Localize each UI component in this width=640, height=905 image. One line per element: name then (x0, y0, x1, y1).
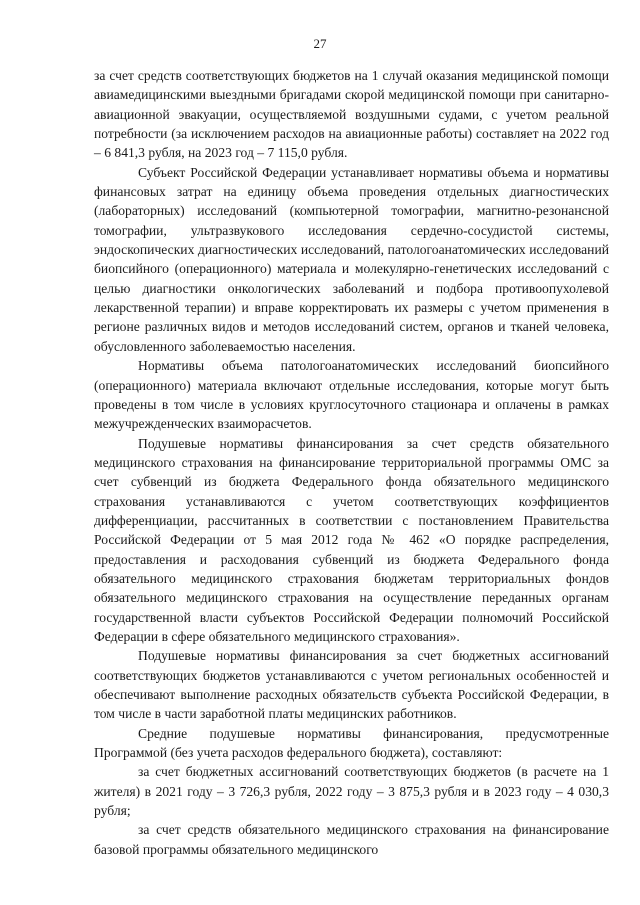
paragraph: за счет бюджетных ассигнований соответствующих бюджетов (в расчете на 1 жителя) в 2021 году – 3 726,3 рубля, 2022 году – 3 875,3 рубля и в 2023 году – 4 030,3 рубля; (94, 764, 609, 819)
paragraph: Субъект Российской Федерации устанавливает нормативы объема и нормативы финансовых затрат на единицу объема проведения отдельных диагностических (лабораторных) исследований (компьютерной томографии, магнитно-резонансной томографии, ультразвукового исследования сердечно-сосудистой системы, эндоскопических диагностических исследований, патологоанатомических исследований биопсийного (операционного) материала и молекулярно-генетических исследований с целью диагностики онкологических заболеваний и подбора противоопухолевой лекарственной терапии) и вправе корректировать их размеры с учетом применения в регионе различных видов и методов исследований систем, органов и тканей человека, обусловленного заболеваемостью населения. (94, 164, 609, 354)
page-number: 27 (313, 36, 327, 51)
paragraph: Подушевые нормативы финансирования за счет средств обязательного медицинского страхования на финансирование территориальной программы ОМС за счет субвенций из бюджета Федерального фонда обязательного медицинского страхования устанавливаются с учетом соответствующих коэффициентов дифференциации, рассчитанных в соответствии с постановлением Правительства Российской Федерации от 5 мая 2012 года № 462 «О порядке распределения, предоставления и расходования субвенций из бюджета Федерального фонда обязательного медицинского страхования бюджетам территориальных фондов обязательного медицинского страхования на осуществление переданных органам государственной власти субъектов Российской Федерации полномочий Российской Федерации в сфере обязательного медицинского страхования». (94, 435, 609, 644)
document-body (94, 66, 609, 859)
paragraph: Нормативы объема патологоанатомических исследований биопсийного (операционного) материала включают отдельные исследования, которые могут быть проведены в том числе в условиях круглосуточного стационара и оплачены в рамках межучрежденческих взаиморасчетов. (94, 358, 609, 432)
paragraph: за счет средств обязательного медицинского страхования на финансирование базовой программы обязательного медицинского (94, 822, 609, 857)
paragraph: за счет средств соответствующих бюджетов на 1 случай оказания медицинской помощи авиамедицинскими выездными бригадами скорой медицинской помощи при санитарно-авиационной эвакуации, осуществляемой воздушными судами, с учетом реальной потребности (за исключением расходов на авиационные работы) составляет на 2022 год – 6 841,3 рубля, на 2023 год – 7 115,0 рубля. (94, 68, 609, 161)
paragraph: Подушевые нормативы финансирования за счет бюджетных ассигнований соответствующих бюджетов устанавливаются с учетом региональных особенностей и обеспечивают выполнение расходных обязательств субъекта Российской Федерации, в том числе в части заработной платы медицинских работников. (94, 648, 609, 722)
paragraph: Средние подушевые нормативы финансирования, предусмотренные Программой (без учета расходов федерального бюджета), составляют: (94, 725, 609, 761)
